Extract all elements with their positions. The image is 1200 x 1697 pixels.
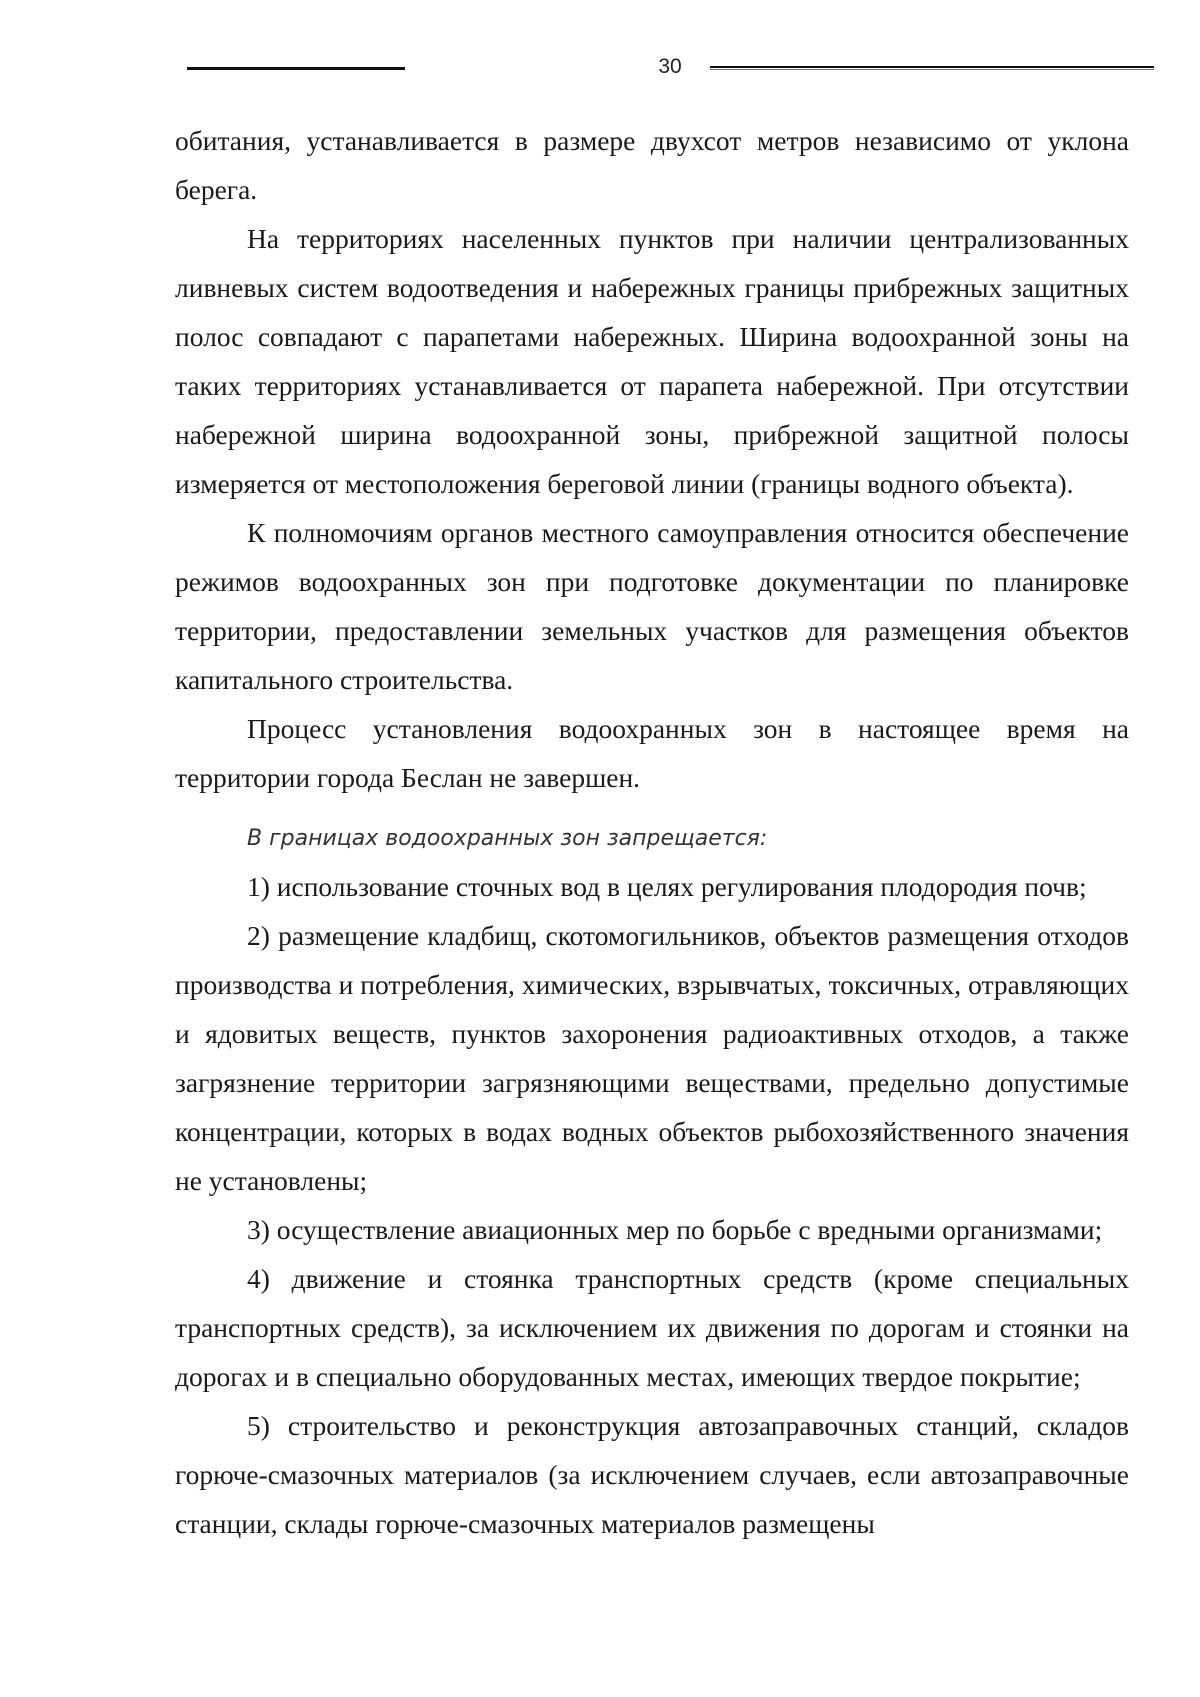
section-heading: В границах водоохранных зон запрещается:: [247, 826, 768, 851]
list-item: 5) строительство и реконструкция автозаправочных станций, складов горюче-смазочных материалов (за исключением случаев, если автозаправочные станции, склады горюче-смазочных материалов размещены: [175, 1410, 1129, 1539]
page-header: [0, 48, 1200, 88]
paragraph-process-status: Процесс установления водоохранных зон в настоящее время на территории города Беслан не завершен.: [175, 713, 1129, 793]
list-item: 3) осуществление авиационных мер по борьбе с вредными организмами;: [247, 1214, 1103, 1245]
paragraph-local-authority: К полномочиям органов местного самоуправления относится обеспечение режимов водоохранных зон при подготовке документации по планировке территории, предоставлении земельных участков для размещения объектов капитального строительства.: [175, 517, 1129, 695]
list-item: 2) размещение кладбищ, скотомогильников, объектов размещения отходов производства и потребления, химических, взрывчатых, токсичных, отравляющих и ядовитых веществ, пунктов захоронения радиоактивных отходов, а также загрязнение территории загрязняющими веществами, предельно допустимые концентрации, которых в водах водных объектов рыбохозяйственного значения не установлены;: [175, 920, 1129, 1196]
document-body: [175, 116, 1129, 1548]
page-number: 30: [658, 55, 682, 78]
header-rule-left: [187, 67, 405, 70]
list-item: 1) использование сточных вод в целях регулирования плодородия почв;: [247, 871, 1087, 902]
paragraph-embankment: На территориях населенных пунктов при наличии централизованных ливневых систем водоотведения и набережных границы прибрежных защитных полос совпадают с парапетами набережных. Ширина водоохранной зоны на таких территориях устанавливается от парапета набережной. При отсутствии набережной ширина водоохранной зоны, прибрежной защитной полосы измеряется от местоположения береговой линии (границы водного объекта).: [175, 223, 1129, 499]
list-item: 4) движение и стоянка транспортных средств (кроме специальных транспортных средств), за исключением их движения по дорогам и стоянки на дорогах и в специально оборудованных местах, имеющих твердое покрытие;: [175, 1263, 1129, 1392]
paragraph-continuation: обитания, устанавливается в размере двухсот метров независимо от уклона берега.: [175, 125, 1129, 205]
header-rule-right: [710, 66, 1154, 70]
